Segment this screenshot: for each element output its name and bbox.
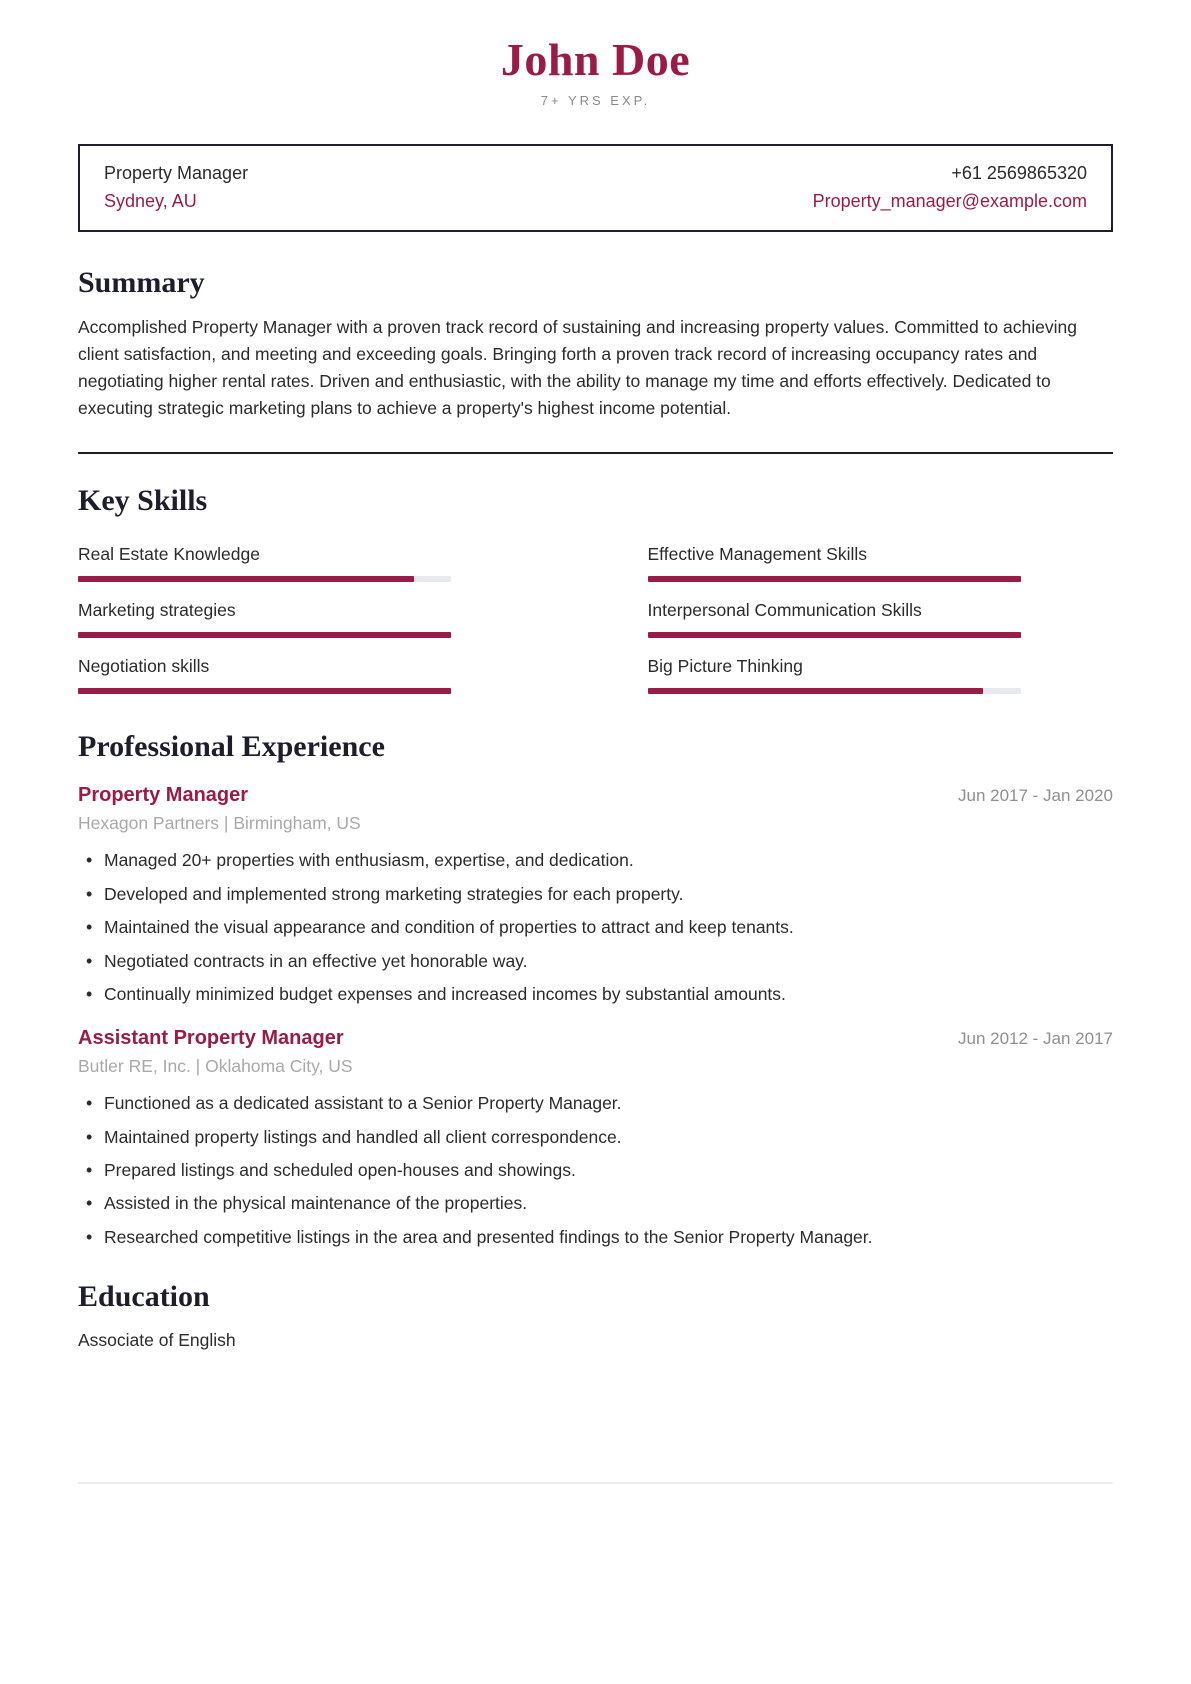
key-skills-grid bbox=[78, 536, 1113, 694]
job-dates: Jun 2017 - Jan 2020 bbox=[957, 786, 1113, 806]
education-item: Associate of English bbox=[78, 1330, 236, 1351]
skill-level-fill bbox=[648, 688, 984, 694]
contact-box bbox=[78, 144, 1113, 232]
job-company: Hexagon Partners | Birmingham, US bbox=[78, 813, 361, 834]
contact-row-primary bbox=[104, 163, 1087, 184]
skill-item bbox=[648, 592, 1114, 638]
summary-text: Accomplished Property Manager with a proven track record of sustaining and increasing property values. Committed to achieving client satisfaction, and meeting and exceeding goals. Bringing forth a proven track record of increasing occupancy rates and negotiating higher rental rates. Driven and enthusiastic, with the ability to manage my time and efforts effectively. Dedicated to executing strategic marketing plans to achieve a property's highest income potential. bbox=[78, 316, 1077, 419]
skill-level-bar bbox=[78, 632, 451, 638]
skill-level-fill bbox=[78, 576, 414, 582]
skill-item bbox=[78, 536, 544, 582]
skill-label: Big Picture Thinking bbox=[647, 656, 803, 677]
job-bullets bbox=[78, 1091, 1113, 1250]
skill-label: Real Estate Knowledge bbox=[78, 544, 260, 565]
skill-level-bar bbox=[648, 576, 1021, 582]
skill-item bbox=[78, 648, 544, 694]
skill-label: Negotiation skills bbox=[78, 656, 210, 677]
skill-label: Interpersonal Communication Skills bbox=[647, 600, 922, 621]
experience-item bbox=[78, 1027, 1113, 1250]
contact-role: Property Manager bbox=[104, 162, 249, 183]
education-heading: Education bbox=[78, 1280, 210, 1314]
skill-item bbox=[78, 592, 544, 638]
skill-item bbox=[648, 536, 1114, 582]
skill-level-bar bbox=[648, 632, 1021, 638]
key-skills-section bbox=[78, 484, 1113, 694]
contact-email[interactable]: Property_manager@example.com bbox=[812, 190, 1087, 211]
resume-header bbox=[78, 0, 1113, 108]
skill-item bbox=[648, 648, 1114, 694]
contact-phone[interactable]: +61 2569865320 bbox=[951, 162, 1087, 183]
contact-location: Sydney, AU bbox=[104, 190, 197, 211]
job-bullet: • Maintained property listings and handled all client correspondence. bbox=[78, 1125, 1113, 1150]
experience-item bbox=[78, 784, 1113, 1007]
skill-label: Marketing strategies bbox=[78, 600, 236, 621]
summary-section bbox=[78, 266, 1113, 423]
job-bullets bbox=[78, 848, 1113, 1007]
skill-level-bar bbox=[78, 576, 451, 582]
skill-level-fill bbox=[78, 688, 451, 694]
section-divider bbox=[78, 452, 1113, 454]
summary-heading: Summary bbox=[78, 265, 205, 299]
job-bullet: • Researched competitive listings in the area and presented findings to the Senior Property Manager. bbox=[78, 1225, 1113, 1250]
job-bullet: • Continually minimized budget expenses and increased incomes by substantial amounts. bbox=[78, 982, 1113, 1007]
job-company: Butler RE, Inc. | Oklahoma City, US bbox=[78, 1056, 353, 1077]
experience-item-header bbox=[78, 1027, 1113, 1050]
job-title: Property Manager bbox=[78, 784, 249, 807]
candidate-name: John Doe bbox=[500, 34, 691, 85]
experience-item-header bbox=[78, 784, 1113, 807]
skill-level-fill bbox=[78, 632, 451, 638]
skill-level-fill bbox=[648, 576, 1021, 582]
job-bullet: • Maintained the visual appearance and condition of properties to attract and keep tenants. bbox=[78, 915, 1113, 940]
experience-section bbox=[78, 730, 1113, 1250]
job-bullet: • Developed and implemented strong marketing strategies for each property. bbox=[78, 882, 1113, 907]
years-experience-label: 7+ YRS EXP. bbox=[540, 92, 651, 108]
job-bullet: • Negotiated contracts in an effective yet honorable way. bbox=[78, 949, 1113, 974]
skill-level-fill bbox=[648, 632, 1021, 638]
skill-level-bar bbox=[78, 688, 451, 694]
page-bottom-rule bbox=[78, 1482, 1113, 1484]
job-bullet: • Assisted in the physical maintenance of the properties. bbox=[78, 1191, 1113, 1216]
education-section bbox=[78, 1280, 1113, 1351]
job-bullet: • Managed 20+ properties with enthusiasm, expertise, and dedication. bbox=[78, 848, 1113, 873]
job-bullet: • Prepared listings and scheduled open-houses and showings. bbox=[78, 1158, 1113, 1183]
contact-row-secondary bbox=[104, 191, 1087, 212]
experience-heading: Professional Experience bbox=[78, 730, 385, 764]
skill-level-bar bbox=[648, 688, 1021, 694]
job-title: Assistant Property Manager bbox=[78, 1027, 344, 1050]
skill-label: Effective Management Skills bbox=[647, 544, 868, 565]
key-skills-heading: Key Skills bbox=[78, 484, 208, 518]
job-bullet: • Functioned as a dedicated assistant to a Senior Property Manager. bbox=[78, 1091, 1113, 1116]
job-dates: Jun 2012 - Jan 2017 bbox=[957, 1029, 1113, 1049]
